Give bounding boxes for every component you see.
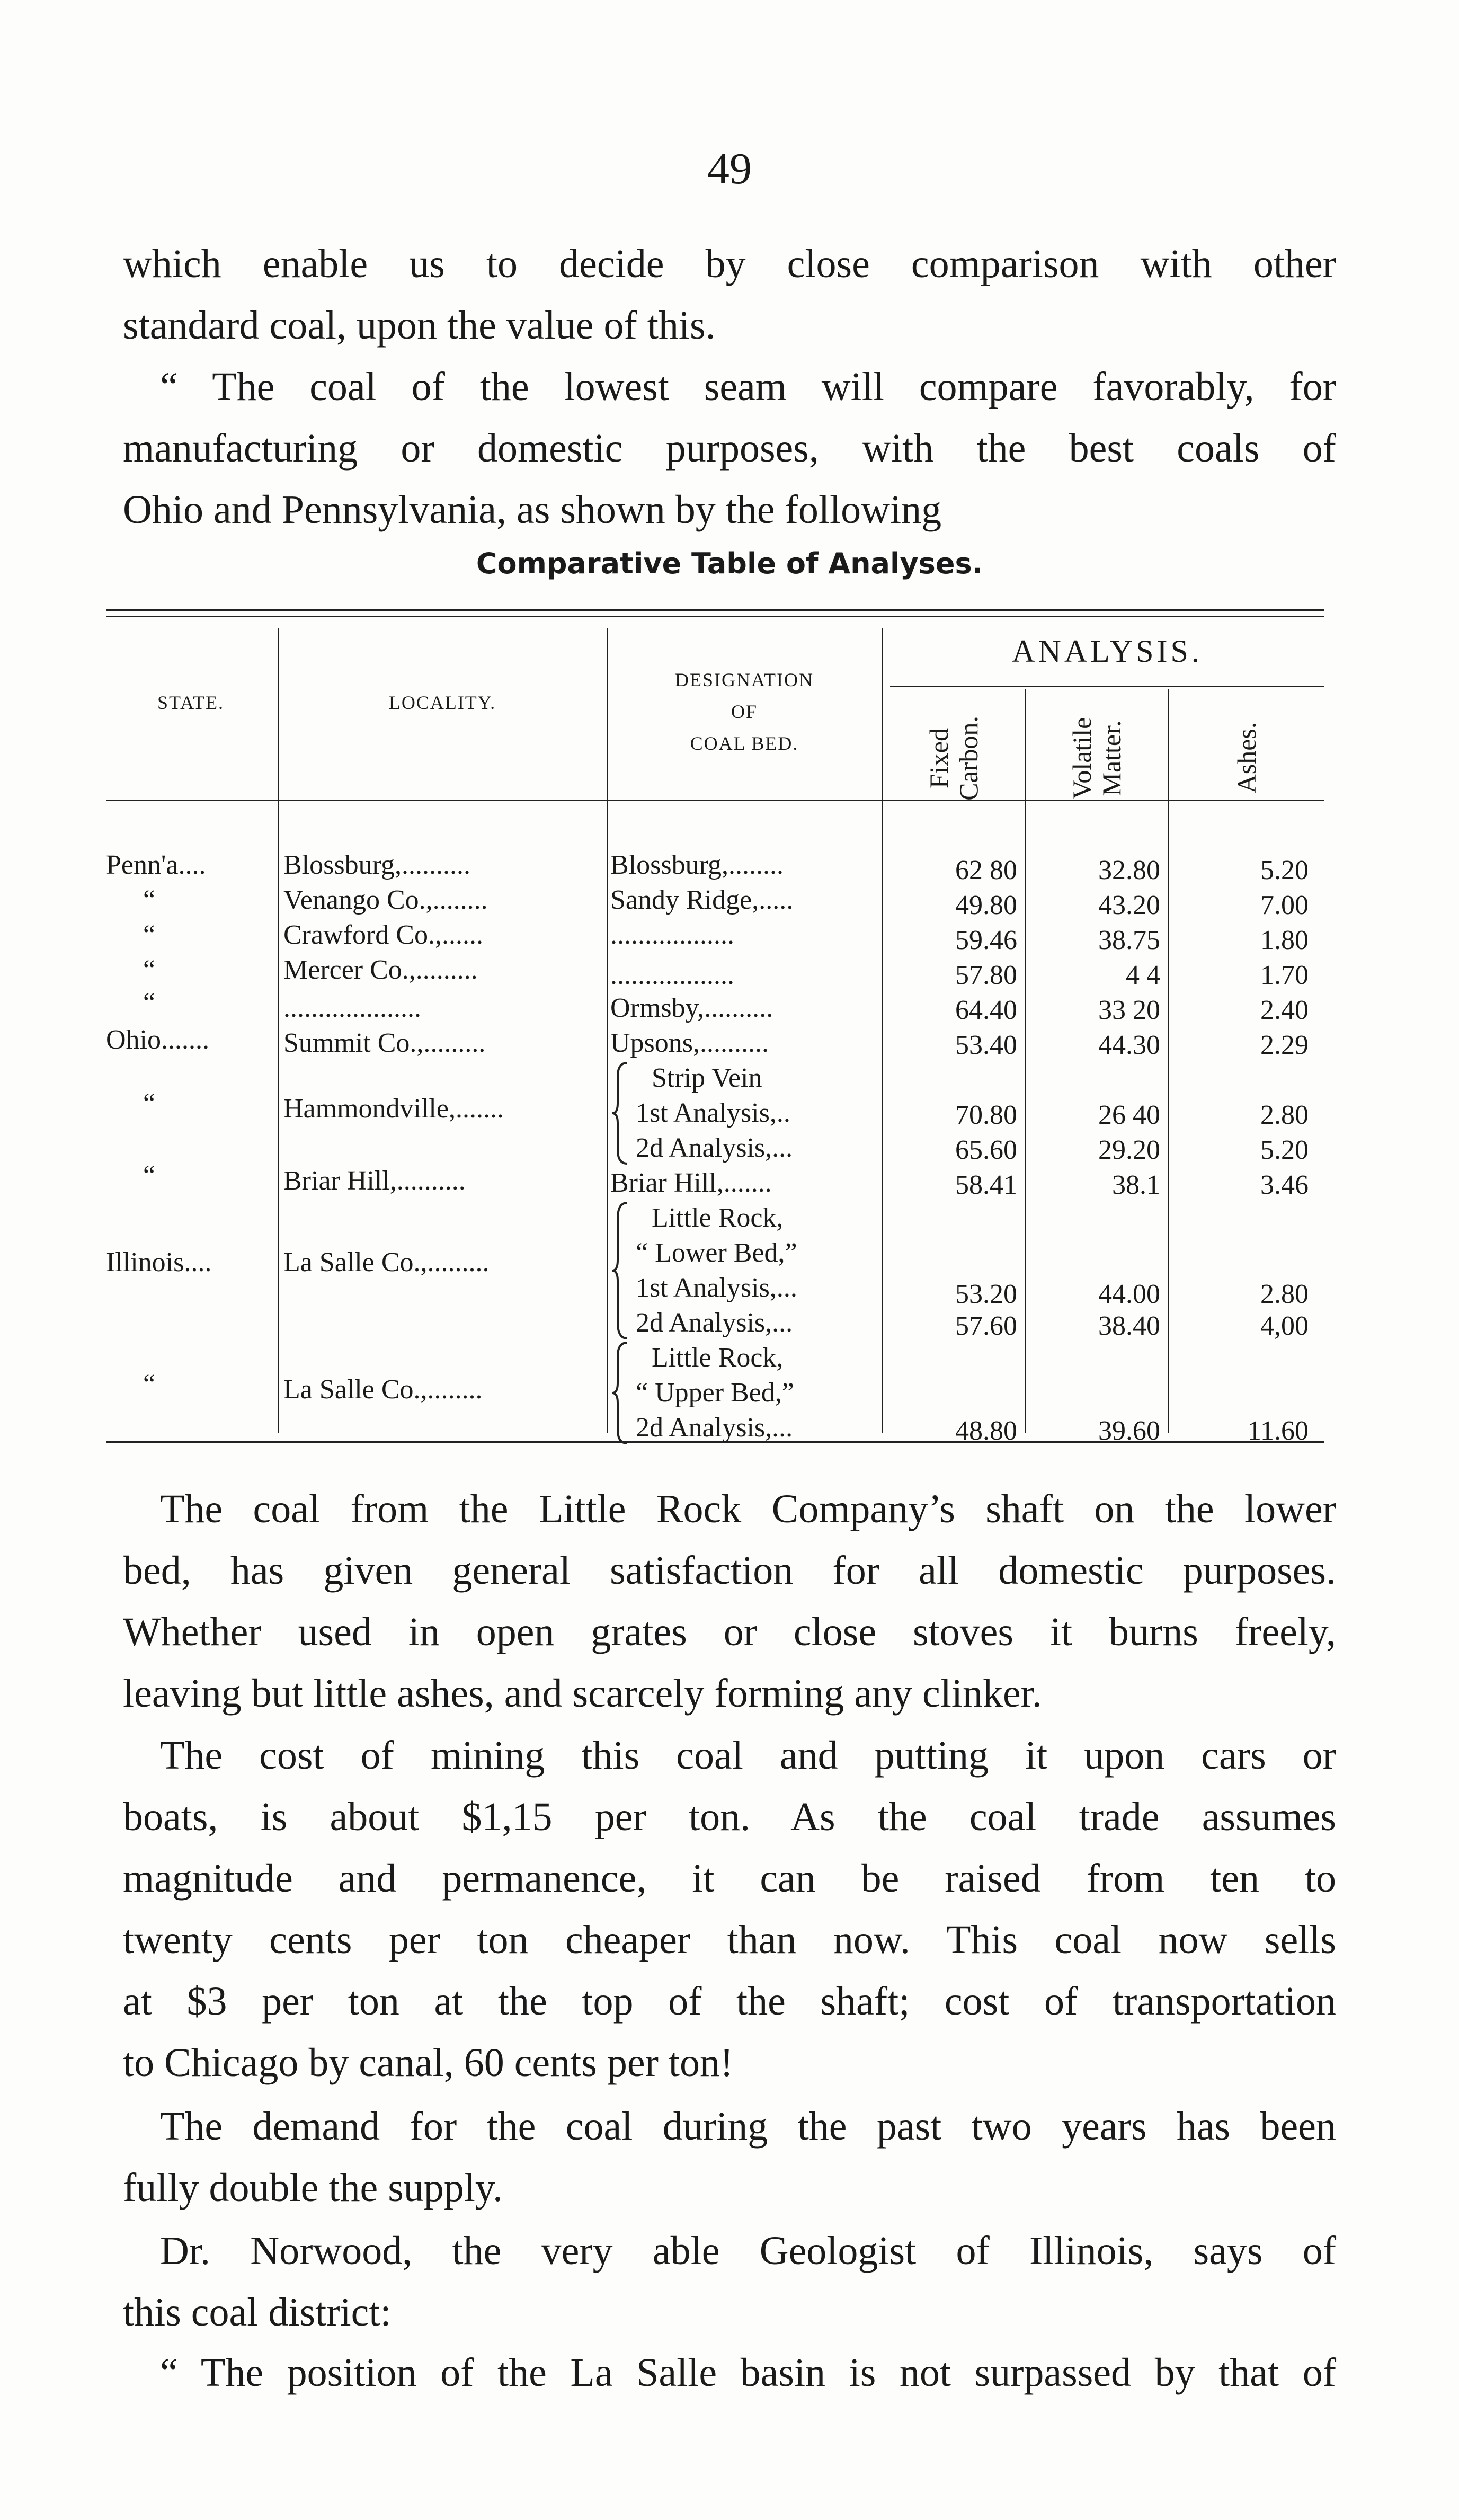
- cell-ashes: 1.70: [1260, 960, 1309, 990]
- text-line: Ohio and Pennsylvania, as shown by the following: [123, 487, 942, 532]
- cell-ashes: 2.29: [1260, 1030, 1309, 1060]
- paragraph-little-rock: [123, 1478, 1336, 1724]
- cell-ashes: 11.60: [1247, 1416, 1309, 1446]
- cell-ashes: 7.00: [1260, 890, 1309, 920]
- brace: [610, 1201, 631, 1341]
- text-line: fully double the supply.: [123, 2166, 503, 2210]
- cell-designation: Ormsby,..........: [610, 993, 773, 1023]
- text-line: manufacturing or domestic purposes, with the best coals of: [123, 426, 1336, 471]
- cell-designation: “ Upper Bed,”: [636, 1378, 794, 1408]
- cell-locality: Summit Co.,.........: [283, 1028, 486, 1058]
- cell-fixed-carbon: 57.60: [955, 1311, 1017, 1341]
- table-title: Comparative Table of Analyses.: [476, 547, 983, 580]
- column-divider: [607, 628, 608, 1433]
- cell-state: “: [143, 988, 156, 1018]
- text-line: this coal district:: [123, 2290, 392, 2335]
- cell-designation: “ Lower Bed,”: [636, 1238, 797, 1268]
- quote-paragraph: [123, 356, 1336, 540]
- column-divider: [882, 628, 883, 1433]
- table-top-rule: [106, 609, 1324, 611]
- cell-volatile: 44.30: [1098, 1030, 1160, 1060]
- text-line: leaving but little ashes, and scarcely forming any clinker.: [123, 1671, 1042, 1716]
- header-analysis: ANALYSIS.: [1012, 634, 1203, 669]
- cell-volatile: 44.00: [1098, 1279, 1160, 1309]
- cell-fixed-carbon: 53.20: [955, 1279, 1017, 1309]
- text-line: bed, has given general satisfaction for all domestic purposes.: [123, 1548, 1336, 1593]
- page-number: 49: [707, 144, 752, 193]
- cell-volatile: 4 4: [1126, 960, 1160, 990]
- cell-volatile: 38.1: [1112, 1170, 1160, 1200]
- cell-volatile: 38.75: [1098, 925, 1160, 955]
- cell-ashes: 2.80: [1260, 1100, 1309, 1130]
- cell-state: “: [143, 920, 156, 950]
- text-line: which enable us to decide by close comparison with other: [123, 242, 1336, 286]
- cell-designation: ..................: [610, 960, 734, 990]
- cell-ashes: 4,00: [1260, 1311, 1309, 1341]
- column-divider: [278, 628, 279, 1433]
- header-fixed-carbon: Fixed Carbon.: [924, 716, 983, 801]
- cell-designation: ..................: [610, 920, 734, 950]
- cell-volatile: 26 40: [1098, 1100, 1160, 1130]
- cell-fixed-carbon: 49.80: [955, 890, 1017, 920]
- cell-fixed-carbon: 58.41: [955, 1170, 1017, 1200]
- header-volatile-matter: Volatile Matter.: [1067, 717, 1126, 800]
- cell-locality: Venango Co.,........: [283, 885, 488, 915]
- cell-ashes: 2.80: [1260, 1279, 1309, 1309]
- cell-fixed-carbon: 70.80: [955, 1100, 1017, 1130]
- cell-designation: Briar Hill,.......: [610, 1168, 772, 1198]
- text-line: “ The coal of the lowest seam will compare favorably, for: [160, 365, 1336, 409]
- header-designation: OF: [731, 701, 758, 722]
- text-line: at $3 per ton at the top of the shaft; cost of transportation: [123, 1979, 1336, 2024]
- text-line: Dr. Norwood, the very able Geologist of Illinois, says of: [160, 2229, 1336, 2273]
- cell-designation: Upsons,..........: [610, 1028, 769, 1058]
- cell-fixed-carbon: 48.80: [955, 1416, 1017, 1446]
- text-line: to Chicago by canal, 60 cents per ton!: [123, 2040, 734, 2085]
- cell-volatile: 43.20: [1098, 890, 1160, 920]
- cell-volatile: 29.20: [1098, 1135, 1160, 1165]
- cell-volatile: 32.80: [1098, 855, 1160, 885]
- cell-locality: Briar Hill,..........: [283, 1166, 466, 1196]
- paragraph-norwood: [123, 2220, 1336, 2343]
- text-line: boats, is about $1,15 per ton. As the coal trade assumes: [123, 1795, 1336, 1839]
- paragraph-demand: [123, 2096, 1336, 2219]
- cell-volatile: 39.60: [1098, 1416, 1160, 1446]
- cell-designation: 2d Analysis,...: [636, 1413, 793, 1443]
- text-line: The demand for the coal during the past two years has been: [160, 2104, 1336, 2149]
- column-divider: [1025, 689, 1026, 1433]
- cell-fixed-carbon: 64.40: [955, 995, 1017, 1025]
- table-header-rule: [106, 800, 1324, 801]
- cell-locality: Mercer Co.,.........: [283, 955, 478, 985]
- paragraph-cost: [123, 1725, 1336, 2093]
- cell-fixed-carbon: 62 80: [955, 855, 1017, 885]
- cell-ashes: 5.20: [1260, 855, 1309, 885]
- column-divider: [1168, 689, 1169, 1433]
- cell-designation: Strip Vein: [652, 1063, 762, 1093]
- cell-designation: Little Rock,: [652, 1203, 784, 1233]
- cell-designation: Little Rock,: [652, 1343, 784, 1373]
- cell-designation: 1st Analysis,...: [636, 1273, 797, 1303]
- cell-fixed-carbon: 59.46: [955, 925, 1017, 955]
- cell-volatile: 33 20: [1098, 995, 1160, 1025]
- brace: [610, 1061, 631, 1166]
- cell-designation: 2d Analysis,...: [636, 1308, 793, 1338]
- cell-designation: Sandy Ridge,.....: [610, 885, 794, 915]
- text-line: The coal from the Little Rock Company’s shaft on the lower: [160, 1487, 1336, 1531]
- cell-designation: 2d Analysis,...: [636, 1133, 793, 1163]
- cell-state: “: [143, 1088, 156, 1119]
- header-designation: COAL BED.: [690, 733, 799, 754]
- intro-paragraph: [123, 233, 1336, 356]
- cell-state: “: [143, 1369, 156, 1399]
- cell-locality: La Salle Co.,........: [283, 1374, 483, 1405]
- cell-ashes: 3.46: [1260, 1170, 1309, 1200]
- cell-locality: La Salle Co.,.........: [283, 1247, 490, 1277]
- cell-locality: Blossburg,..........: [283, 850, 470, 880]
- table-top-rule: [106, 616, 1324, 617]
- text-line: Whether used in open grates or close stoves it burns freely,: [123, 1610, 1336, 1654]
- cell-volatile: 38.40: [1098, 1311, 1160, 1341]
- cell-fixed-carbon: 57.80: [955, 960, 1017, 990]
- text-line: twenty cents per ton cheaper than now. This coal now sells: [123, 1918, 1336, 1962]
- cell-designation: Blossburg,........: [610, 850, 784, 880]
- cell-state: Penn'a....: [106, 850, 206, 880]
- cell-state: “: [143, 885, 156, 915]
- cell-locality: Hammondville,.......: [283, 1094, 504, 1124]
- cell-state: “: [143, 955, 156, 985]
- header-designation: DESIGNATION: [675, 669, 814, 690]
- cell-ashes: 1.80: [1260, 925, 1309, 955]
- cell-locality: Crawford Co.,......: [283, 920, 483, 950]
- text-line: The cost of mining this coal and putting it upon cars or: [160, 1733, 1336, 1778]
- header-ashes: Ashes.: [1232, 722, 1261, 794]
- header-locality: LOCALITY.: [388, 692, 496, 713]
- cell-fixed-carbon: 53.40: [955, 1030, 1017, 1060]
- text-line: “ The position of the La Salle basin is not surpassed by that of: [160, 2350, 1336, 2395]
- cell-ashes: 5.20: [1260, 1135, 1309, 1165]
- header-state: STATE.: [157, 692, 225, 713]
- cell-designation: 1st Analysis,..: [636, 1098, 790, 1128]
- cell-locality: ....................: [283, 993, 421, 1023]
- brace: [610, 1341, 631, 1445]
- text-line: magnitude and permanence, it can be raised from ten to: [123, 1856, 1336, 1901]
- cell-state: “: [143, 1160, 156, 1191]
- cell-state: Ohio.......: [106, 1025, 209, 1055]
- paragraph-quote-end: [123, 2342, 1336, 2403]
- cell-fixed-carbon: 65.60: [955, 1135, 1017, 1165]
- text-line: standard coal, upon the value of this.: [123, 303, 716, 348]
- cell-ashes: 2.40: [1260, 995, 1309, 1025]
- cell-state: Illinois....: [106, 1247, 212, 1277]
